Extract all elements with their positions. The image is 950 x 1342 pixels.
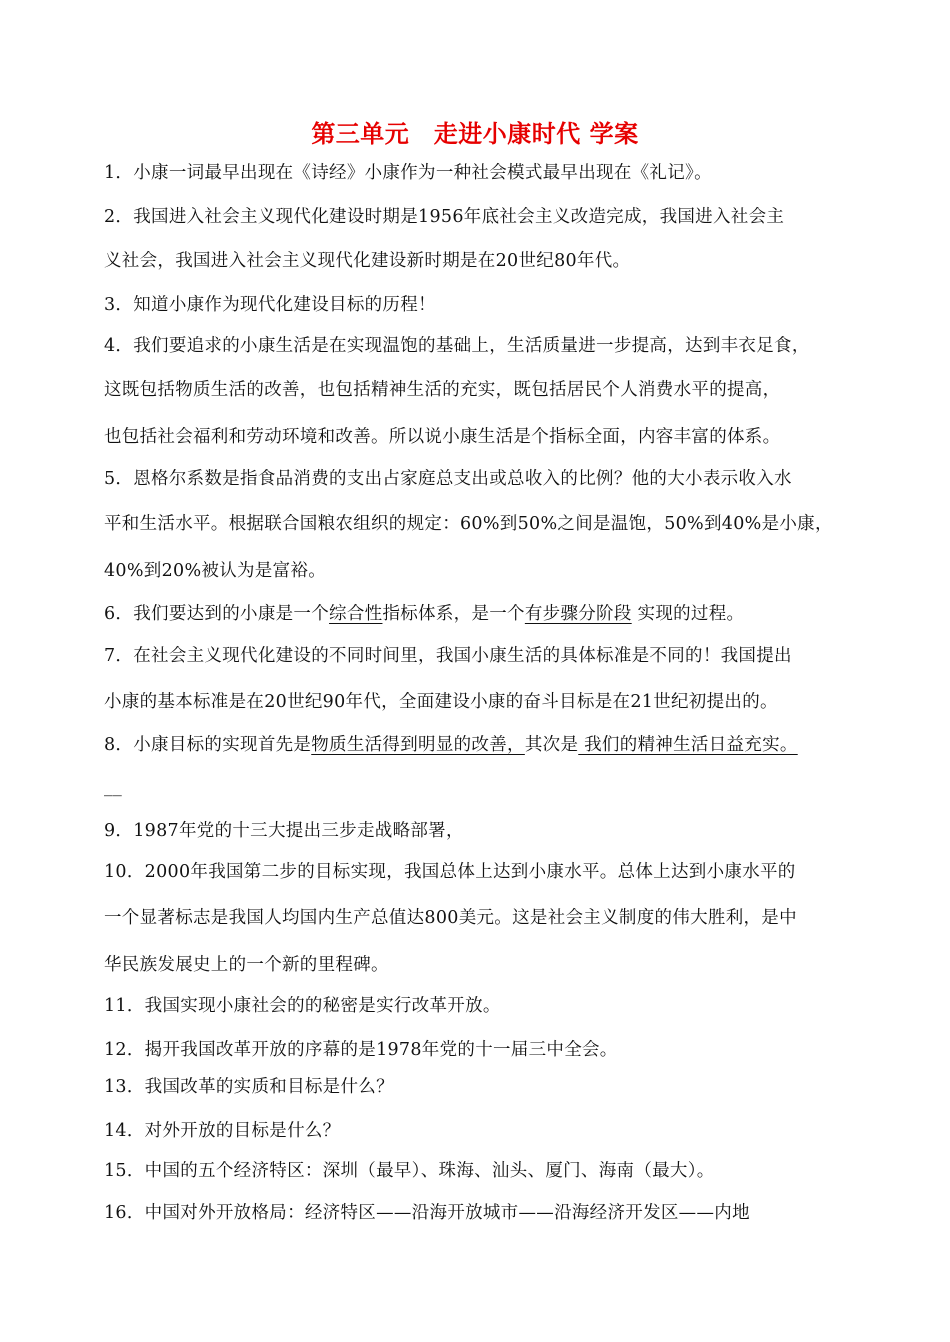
- line-2a: 2．我国进入社会主义现代化建设时期是1956年底社会主义改造完成，我国进入社会主: [104, 207, 785, 227]
- line-6-underline-2: 有步骤分阶段: [524, 604, 632, 624]
- line-6-text-c: 实现的过程。: [631, 604, 745, 624]
- line-8-text-a: 8．小康目标的实现首先是: [104, 735, 312, 755]
- line-5a: 5．恩格尔系数是指食品消费的支出占家庭总支出或总收入的比例？他的大小表示收入水: [104, 469, 792, 489]
- document-title: 第三单元 走进小康时代 学案: [311, 120, 639, 148]
- line-10a: 10．2000年我国第二步的目标实现，我国总体上达到小康水平。总体上达到小康水平的: [104, 862, 796, 882]
- line-5b: 平和生活水平。根据联合国粮农组织的规定：60%到50%之间是温饱，50%到40%是小康，: [104, 514, 833, 534]
- line-12: 12．揭开我国改革开放的序幕的是1978年党的十一届三中全会。: [104, 1040, 618, 1060]
- line-11: 11．我国实现小康社会的的秘密是实行改革开放。: [104, 996, 501, 1016]
- line-1: 1．小康一词最早出现在《诗经》小康作为一种社会模式最早出现在《礼记》。: [104, 163, 712, 183]
- line-6-text-a: 6．我们要达到的小康是一个: [104, 604, 330, 624]
- line-4b: 这既包括物质生活的改善，也包括精神生活的充实，既包括居民个人消费水平的提高，: [104, 380, 781, 400]
- line-7b: 小康的基本标准是在20世纪90年代，全面建设小康的奋斗目标是在21世纪初提出的。: [104, 692, 778, 712]
- line-2b: 义社会，我国进入社会主义现代化建设新时期是在20世纪80年代。: [104, 251, 631, 271]
- line-4a: 4．我们要追求的小康生活是在实现温饱的基础上，生活质量进一步提高，达到丰衣足食，: [104, 336, 810, 356]
- line-8-underline-1: 物质生活得到明显的改善，: [311, 735, 525, 755]
- line-7a: 7．在社会主义现代化建设的不同时间里，我国小康生活的具体标准是不同的！我国提出: [104, 646, 792, 666]
- line-16: 16．中国对外开放格局：经济特区——沿海开放城市——沿海经济开发区——内地: [104, 1203, 750, 1223]
- line-8: [104, 733, 798, 757]
- line-6-text-b: 指标体系，是一个: [382, 604, 525, 624]
- line-10b: 一个显著标志是我国人均国内生产总值达800美元。这是社会主义制度的伟大胜利，是中: [104, 908, 797, 928]
- line-6-underline-1: 综合性: [329, 604, 383, 624]
- line-5c: 40%到20%被认为是富裕。: [104, 561, 326, 581]
- line-3: 3．知道小康作为现代化建设目标的历程！: [104, 295, 436, 315]
- line-9: 9．1987年党的十三大提出三步走战略部署，: [104, 821, 464, 841]
- line-8-continuation: __: [104, 777, 123, 797]
- line-4c: 也包括社会福利和劳动环境和改善。所以说小康生活是个指标全面，内容丰富的体系。: [104, 427, 781, 447]
- line-10c: 华民族发展史上的一个新的里程碑。: [104, 955, 389, 975]
- line-6: [104, 602, 744, 626]
- line-15: 15．中国的五个经济特区：深圳（最早）、珠海、汕头、厦门、海南（最大）。: [104, 1161, 715, 1181]
- line-13: 13．我国改革的实质和目标是什么？: [104, 1077, 394, 1097]
- line-14: 14．对外开放的目标是什么？: [104, 1121, 341, 1141]
- line-8-text-b: 其次是: [524, 735, 579, 755]
- line-8-underline-2: 我们的精神生活日益充实。: [578, 735, 798, 755]
